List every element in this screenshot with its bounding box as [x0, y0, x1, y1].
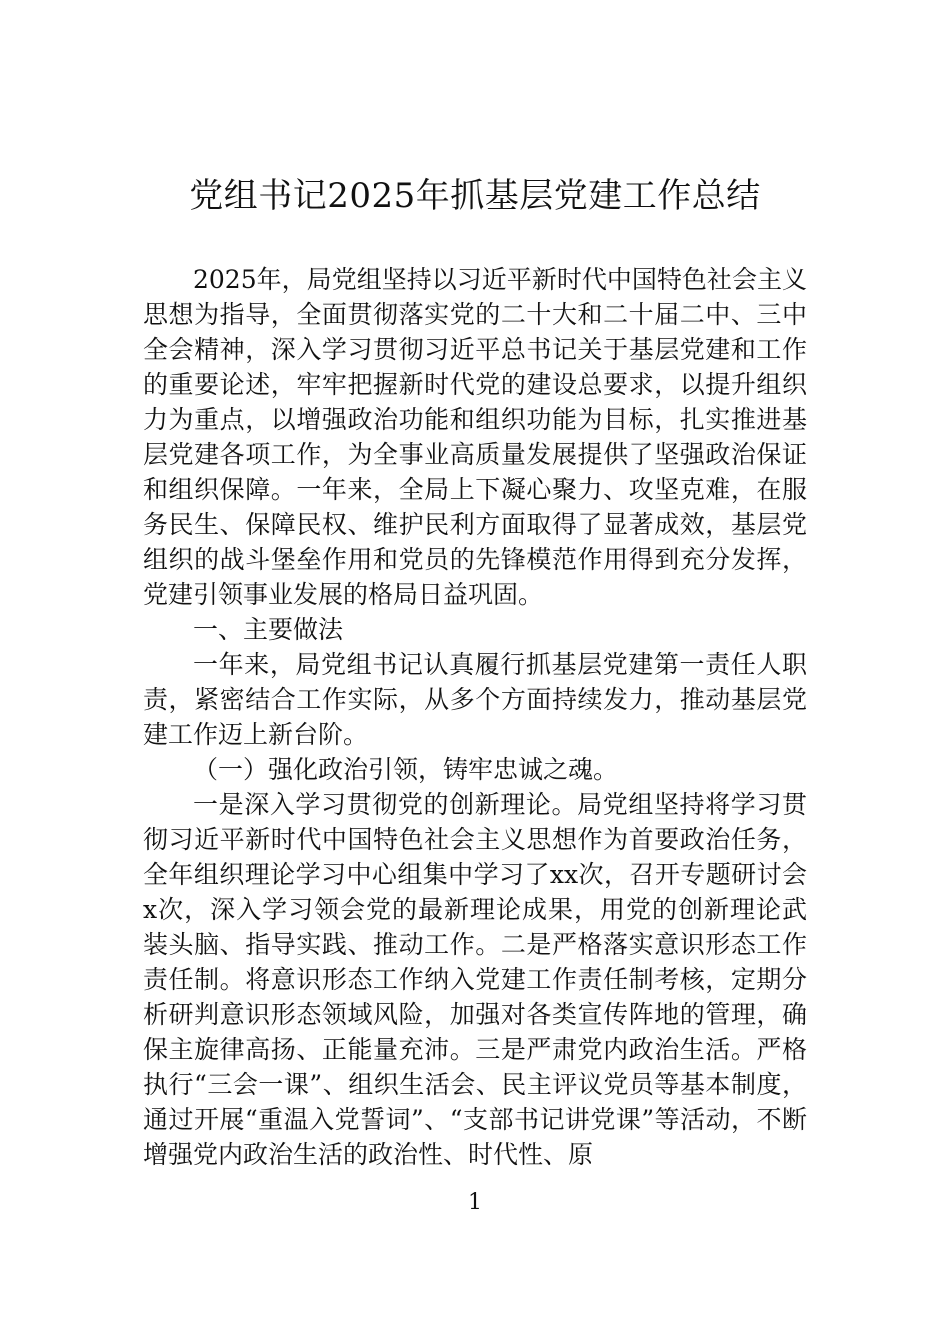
- document-body: [143, 262, 807, 1172]
- document-title: 党组书记2025年抓基层党建工作总结: [189, 176, 761, 216]
- section-intro-paragraph: 一年来，局党组书记认真履行抓基层党建第一责任人职责，紧密结合工作实际，从多个方面持续发力，推动基层党建工作迈上新台阶。: [143, 650, 807, 749]
- intro-paragraph: 2025年，局党组坚持以习近平新时代中国特色社会主义思想为指导，全面贯彻落实党的二十大和二十届二中、三中全会精神，深入学习贯彻习近平总书记关于基层党建和工作的重要论述，牢牢把握新时代党的建设总要求，以提升组织力为重点，以增强政治功能和组织功能为目标，扎实推进基层党建各项工作，为全事业高质量发展提供了坚强政治保证和组织保障。一年来，全局上下凝心聚力、攻坚克难，在服务民生、保障民权、维护民利方面取得了显著成效，基层党组织的战斗堡垒作用和党员的先锋模范作用得到充分发挥，党建引领事业发展的格局日益巩固。: [143, 265, 807, 609]
- subsection-paragraph: 一是深入学习贯彻党的创新理论。局党组坚持将学习贯彻习近平新时代中国特色社会主义思想作为首要政治任务，全年组织理论学习中心组集中学习了xx次，召开专题研讨会x次，深入学习领会党的最新理论成果，用党的创新理论武装头脑、指导实践、推动工作。二是严格落实意识形态工作责任制。将意识形态工作纳入党建工作责任制考核，定期分析研判意识形态领域风险，加强对各类宣传阵地的管理，确保主旋律高扬、正能量充沛。三是严肃党内政治生活。严格执行“三会一课”、组织生活会、民主评议党员等基本制度，通过开展“重温入党誓词”、“支部书记讲党课”等活动，不断增强党内政治生活的政治性、时代性、原: [143, 790, 807, 1169]
- page-number: 1: [468, 1190, 482, 1215]
- subsection-heading: （一）强化政治引领，铸牢忠诚之魂。: [193, 755, 619, 784]
- section-heading: 一、主要做法: [193, 615, 344, 644]
